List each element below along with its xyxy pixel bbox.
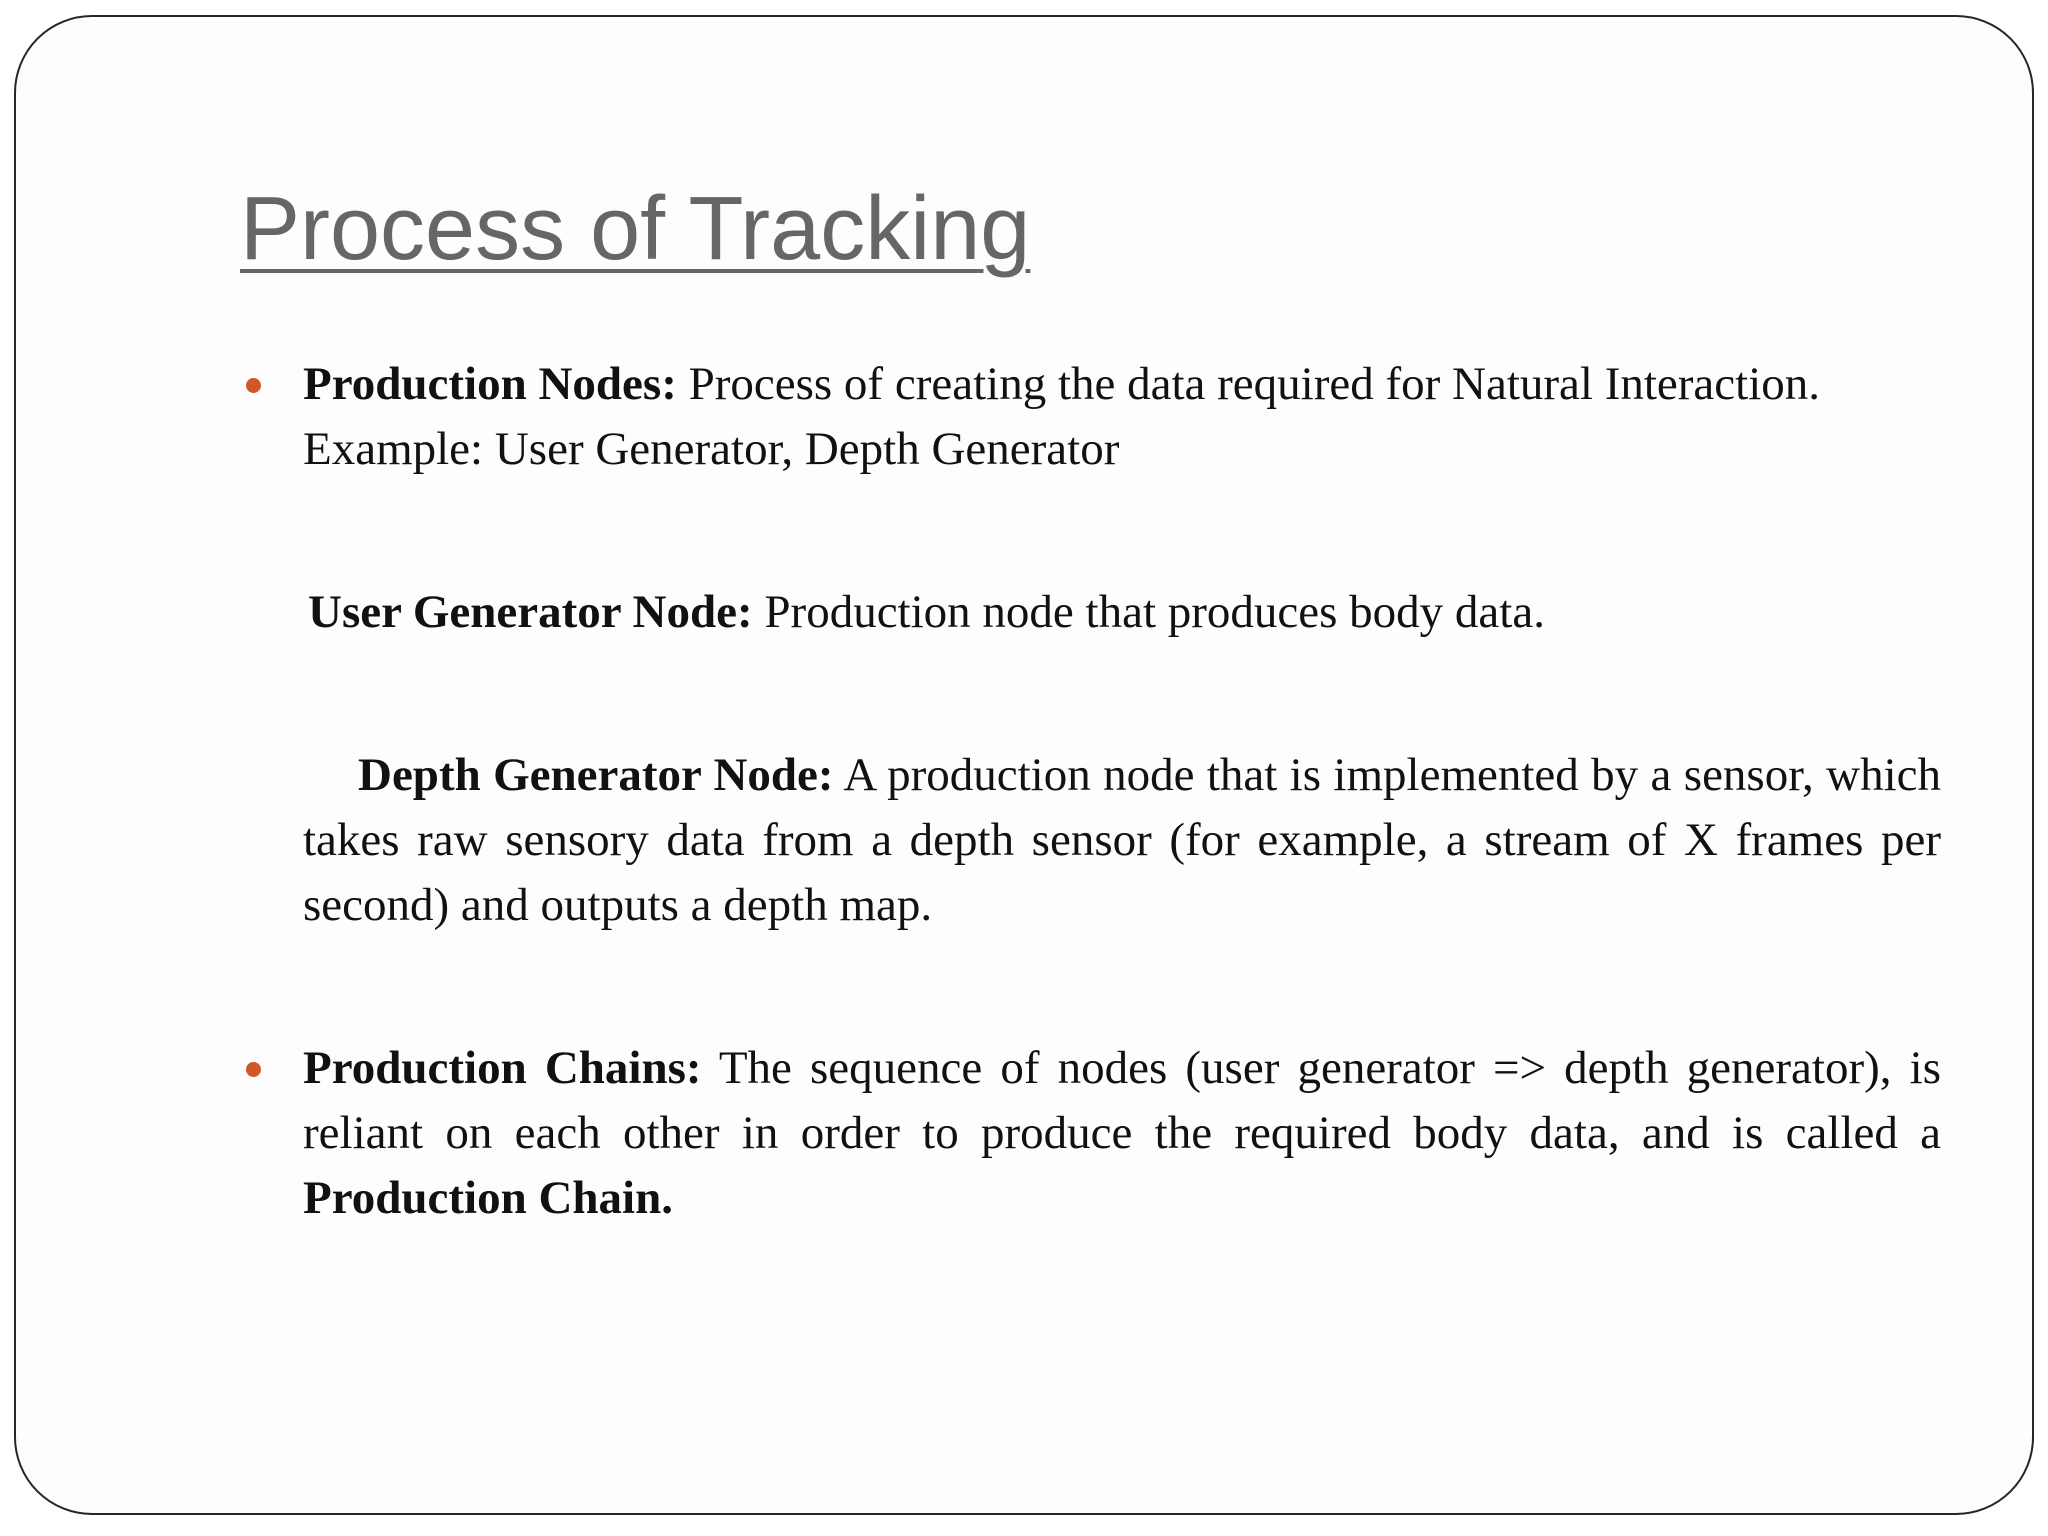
desc-production-chains: The sequence of nodes (user generator => depth generator), is reliant on each other in order to produce the required body data, and is called a <box>303 1042 1941 1159</box>
term-user-generator-node: User Generator Node: <box>308 586 753 638</box>
desc-depth-generator-node: A production node that is implemented by a sensor, which takes raw sensory data from a depth sensor (for example, a stream of X frames per second) and outputs a depth map. <box>303 749 1941 931</box>
bullet-dot <box>246 1062 261 1077</box>
subitem-user-generator-node <box>308 580 1958 645</box>
bullet-production-nodes <box>303 352 1943 482</box>
slide-title: Process of Tracking <box>240 179 1031 279</box>
term-production-chains: Production Chains: <box>303 1042 702 1094</box>
desc-user-generator-node: Production node that produces body data. <box>752 586 1545 638</box>
slide-frame <box>14 15 2034 1515</box>
term-production-chain: Production Chain. <box>303 1172 673 1224</box>
bullet-dot <box>246 378 261 393</box>
term-depth-generator-node: Depth Generator Node: <box>358 749 834 801</box>
subitem-depth-generator-node <box>303 743 1941 938</box>
bullet-production-chains <box>303 1036 1941 1231</box>
term-production-nodes: Production Nodes: <box>303 358 677 410</box>
desc-production-nodes: Process of creating the data required for Natural Interaction. Example: User Generator, Depth Generator <box>303 358 1821 475</box>
